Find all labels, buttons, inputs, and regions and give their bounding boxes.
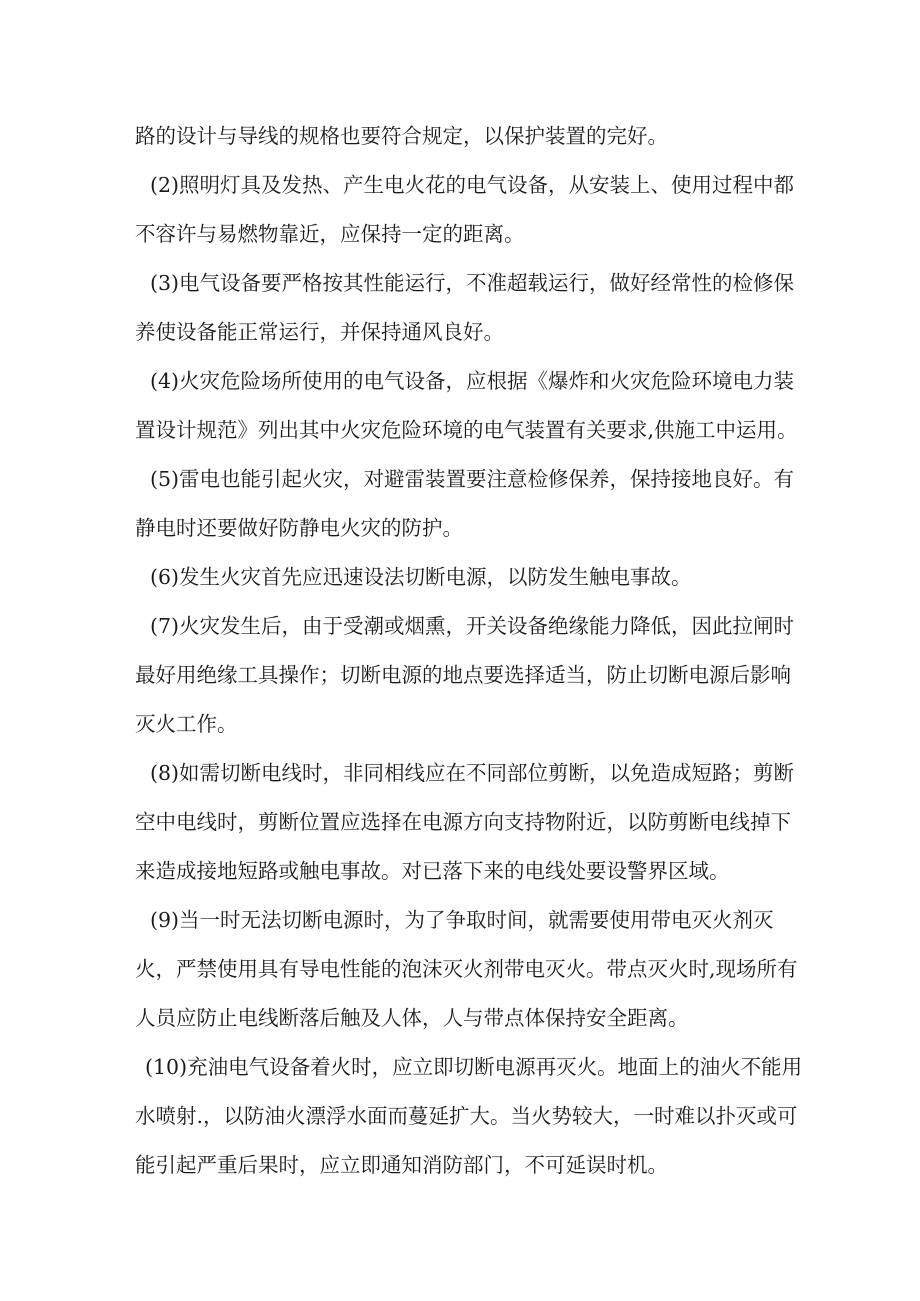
item-10-line-2: 水喷射.，以防油火漂浮水面而蔓延扩大。当火势较大，一时难以扑灭或可 xyxy=(135,1104,798,1128)
item-3-line-2: 养使设备能正常运行，并保持通风良好。 xyxy=(135,320,504,344)
item-8-line-3: 来造成接地短路或触电事故。对已落下来的电线处要设警界区域。 xyxy=(135,859,730,883)
item-9-line-2: 火，严禁使用具有导电性能的泡沫灭火剂带电灭火。带点灭火时,现场所有 xyxy=(135,957,798,981)
item-4-line-2: 置设计规范》列出其中火灾危险环境的电气装置有关要求,供施工中运用。 xyxy=(135,418,798,442)
item-7-line-2: 最好用绝缘工具操作；切断电源的地点要选择适当，防止切断电源后影响 xyxy=(135,663,791,687)
item-10-line-1: (10)充油电气设备着火时，应立即切断电源再灭火。地面上的油火不能用 xyxy=(145,1055,803,1079)
item-6-line-1: (6)发生火灾首先应迅速设法切断电源，以防发生触电事故。 xyxy=(150,565,692,589)
text-line: 路的设计与导线的规格也要符合规定，以保护装置的完好。 xyxy=(135,124,668,148)
item-9-line-3: 人员应防止电线断落后触及人体，人与带点体保持安全距离。 xyxy=(135,1006,689,1030)
item-2-line-1: (2)照明灯具及发热、产生电火花的电气设备，从安装上、使用过程中都 xyxy=(150,173,795,197)
item-5-line-2: 静电时还要做好防静电火灾的防护。 xyxy=(135,516,463,540)
item-10-line-3: 能引起严重后果时，应立即通知消防部门，不可延误时机。 xyxy=(135,1153,668,1177)
item-7-line-3: 灭火工作。 xyxy=(135,712,238,736)
item-4-line-1: (4)火灾危险场所使用的电气设备，应根据《爆炸和火灾危险环境电力装 xyxy=(150,369,795,393)
item-5-line-1: (5)雷电也能引起火灾，对避雷装置要注意检修保养，保持接地良好。有 xyxy=(150,467,795,491)
item-9-line-1: (9)当一时无法切断电源时，为了争取时间，就需要使用带电灭火剂灭 xyxy=(150,908,774,932)
item-7-line-1: (7)火灾发生后，由于受潮或烟熏，开关设备绝缘能力降低，因此拉闸时 xyxy=(150,614,795,638)
item-8-line-1: (8)如需切断电线时，非同相线应在不同部位剪断，以免造成短路；剪断 xyxy=(150,761,795,785)
item-2-line-2: 不容许与易燃物靠近，应保持一定的距离。 xyxy=(135,222,525,246)
item-8-line-2: 空中电线时，剪断位置应选择在电源方向支持物附近，以防剪断电线掉下 xyxy=(135,810,791,834)
item-3-line-1: (3)电气设备要严格按其性能运行，不准超载运行，做好经常性的检修保 xyxy=(150,271,795,295)
